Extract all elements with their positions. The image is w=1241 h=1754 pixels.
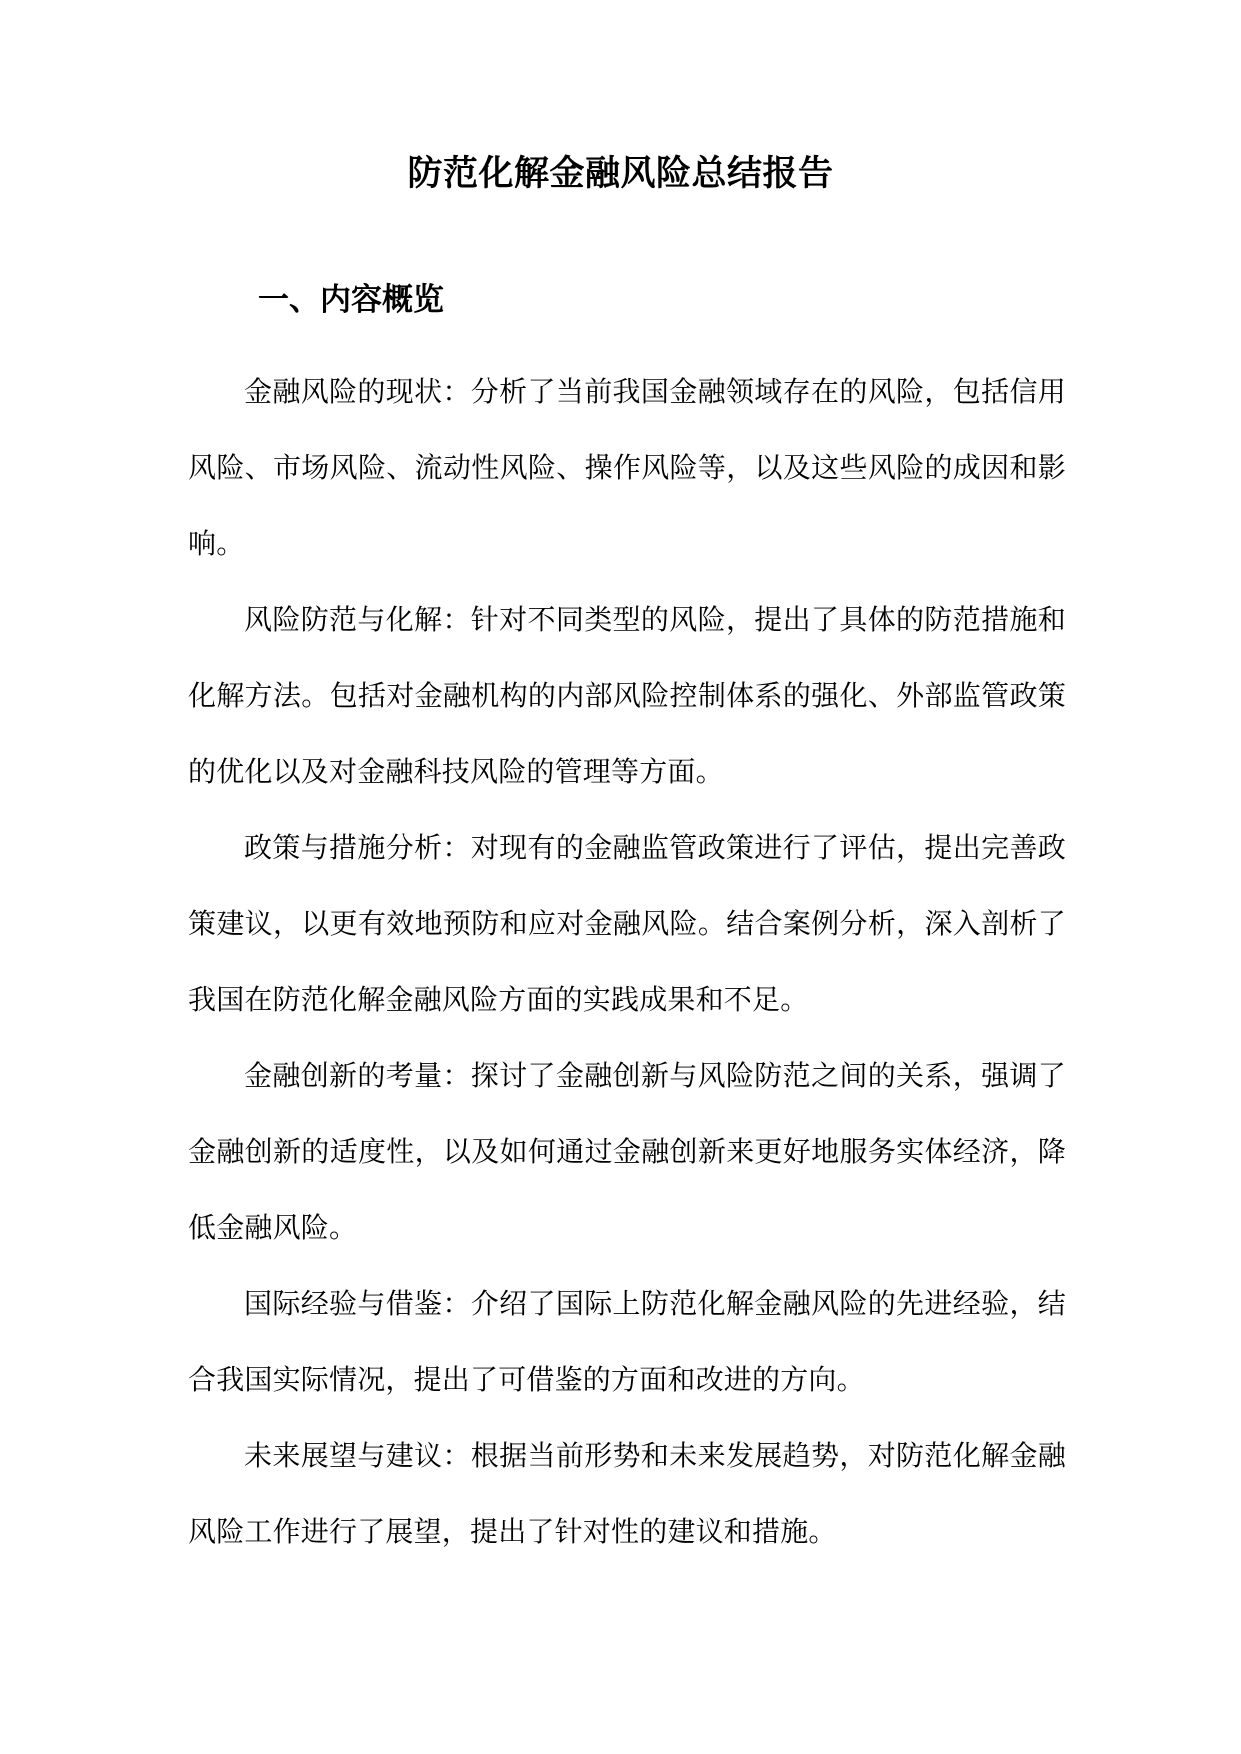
section-heading: 一、内容概览 — [258, 282, 444, 318]
paragraph-financial-risk-status: 金融风险的现状：分析了当前我国金融领域存在的风险，包括信用风险、市场风险、流动性风险、操作风险等，以及这些风险的成因和影响。 — [188, 375, 1066, 560]
paragraph-international-experience: 国际经验与借鉴：介绍了国际上防范化解金融风险的先进经验，结合我国实际情况，提出了可借鉴的方面和改进的方向。 — [188, 1287, 1066, 1396]
paragraph-policy-analysis: 政策与措施分析：对现有的金融监管政策进行了评估，提出完善政策建议，以更有效地预防和应对金融风险。结合案例分析，深入剖析了我国在防范化解金融风险方面的实践成果和不足。 — [188, 831, 1066, 1016]
paragraph-financial-innovation: 金融创新的考量：探讨了金融创新与风险防范之间的关系，强调了金融创新的适度性，以及如何通过金融创新来更好地服务实体经济，降低金融风险。 — [188, 1059, 1066, 1244]
document-title: 防范化解金融风险总结报告 — [407, 153, 834, 194]
paragraph-risk-prevention: 风险防范与化解：针对不同类型的风险，提出了具体的防范措施和化解方法。包括对金融机构的内部风险控制体系的强化、外部监管政策的优化以及对金融科技风险的管理等方面。 — [188, 603, 1066, 788]
paragraph-future-outlook: 未来展望与建议：根据当前形势和未来发展趋势，对防范化解金融风险工作进行了展望，提出了针对性的建议和措施。 — [188, 1439, 1066, 1548]
